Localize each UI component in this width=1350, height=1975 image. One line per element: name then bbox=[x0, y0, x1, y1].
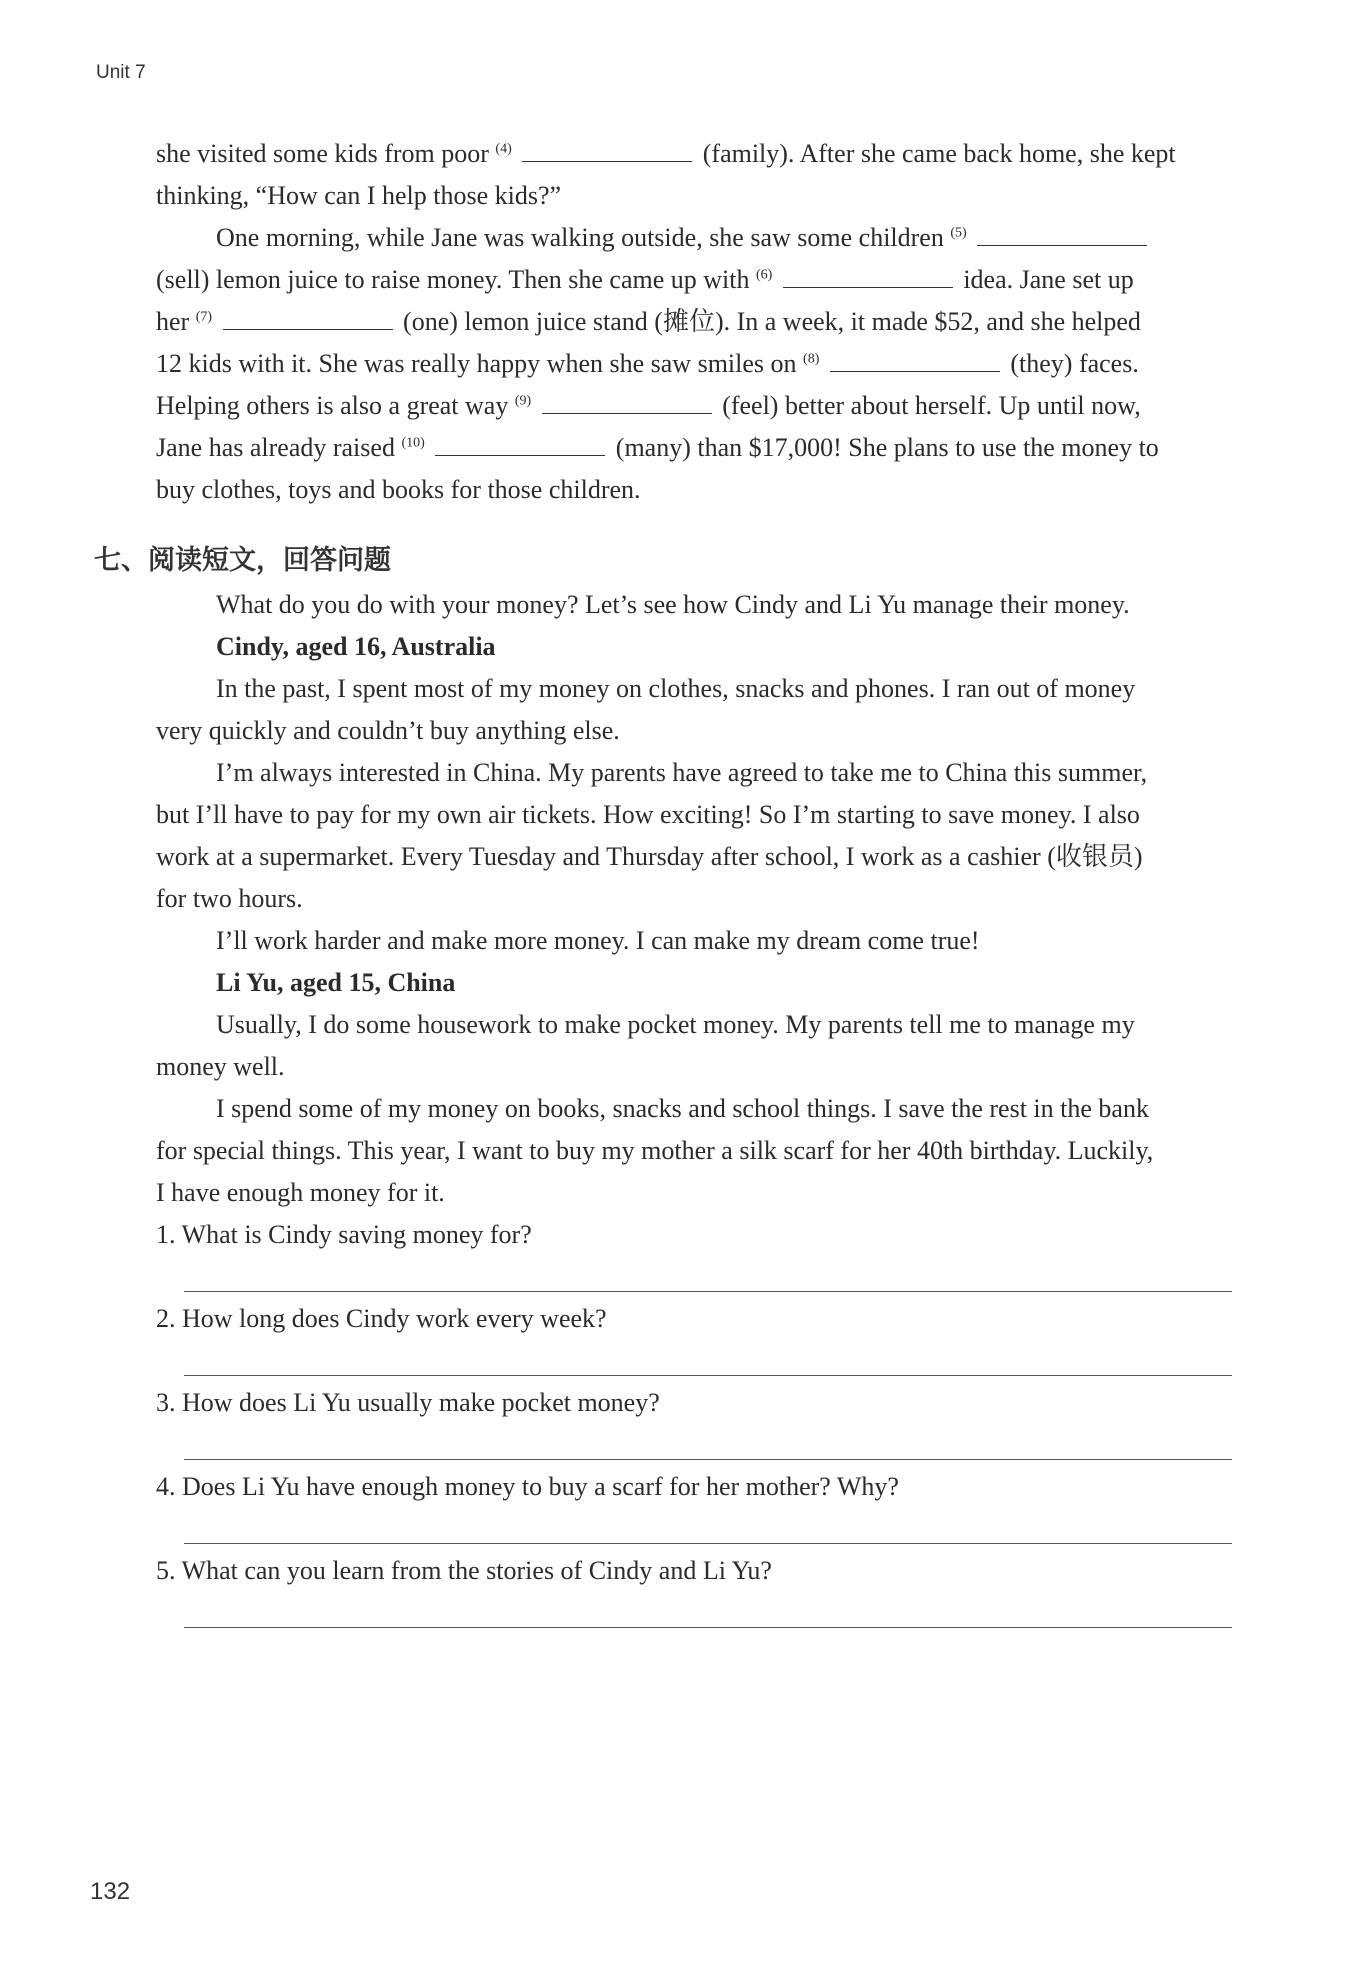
blank-number: (10) bbox=[401, 435, 425, 451]
passage-line bbox=[156, 138, 1176, 170]
answer-line[interactable] bbox=[184, 1627, 1232, 1628]
passage-line: for special things. This year, I want to buy my mother a silk scarf for her 40th birthday. Luckily, bbox=[156, 1136, 1154, 1165]
fill-blank[interactable] bbox=[783, 265, 953, 288]
question: 4. Does Li Yu have enough money to buy a scarf for her mother? Why? bbox=[156, 1472, 899, 1501]
fill-blank[interactable] bbox=[223, 307, 393, 330]
passage-line bbox=[156, 348, 1139, 380]
passage-line bbox=[156, 264, 1134, 296]
passage-line: very quickly and couldn’t buy anything else. bbox=[156, 716, 620, 745]
blank-number: (8) bbox=[803, 351, 820, 367]
question: 2. How long does Cindy work every week? bbox=[156, 1304, 607, 1333]
passage-text: One morning, while Jane was walking outside, she saw some children bbox=[216, 223, 944, 252]
passage-line: work at a supermarket. Every Tuesday and Thursday after school, I work as a cashier (收银员) bbox=[156, 842, 1143, 871]
passage-text: (many) than $17,000! She plans to use the money to bbox=[615, 433, 1159, 462]
passage-line bbox=[156, 474, 641, 506]
passage-text: Helping others is also a great way bbox=[156, 391, 509, 420]
answer-line[interactable] bbox=[184, 1543, 1232, 1544]
passage-line bbox=[156, 432, 1159, 464]
fill-blank[interactable] bbox=[830, 349, 1000, 372]
passage-line bbox=[216, 222, 1151, 254]
blank-number: (6) bbox=[756, 267, 773, 283]
fill-blank[interactable] bbox=[977, 223, 1147, 246]
passage-text: she visited some kids from poor bbox=[156, 139, 489, 168]
passage-text: her bbox=[156, 307, 190, 336]
blank-number: (7) bbox=[195, 309, 213, 325]
passage-text: (one) lemon juice stand (摊位). In a week, it made $52, and she helped bbox=[403, 307, 1141, 336]
passage-text: buy clothes, toys and books for those children. bbox=[156, 475, 641, 504]
passage-text: (sell) lemon juice to raise money. Then she came up with bbox=[156, 265, 750, 294]
passage-line: but I’ll have to pay for my own air tickets. How exciting! So I’m starting to save money. I also bbox=[156, 800, 1140, 829]
answer-line[interactable] bbox=[184, 1291, 1232, 1292]
liyu-heading: Li Yu, aged 15, China bbox=[216, 968, 456, 997]
unit-label: Unit 7 bbox=[96, 62, 146, 83]
answer-line[interactable] bbox=[184, 1459, 1232, 1460]
page-number: 132 bbox=[90, 1878, 131, 1905]
passage-line: for two hours. bbox=[156, 884, 303, 913]
fill-blank[interactable] bbox=[542, 391, 712, 414]
passage-line: I spend some of my money on books, snacks and school things. I save the rest in the bank bbox=[216, 1094, 1149, 1123]
blank-number: (4) bbox=[495, 141, 512, 157]
passage-line: I’ll work harder and make more money. I can make my dream come true! bbox=[216, 926, 980, 955]
passage-text: (they) faces. bbox=[1010, 349, 1139, 378]
passage-text: (feel) better about herself. Up until now, bbox=[722, 391, 1141, 420]
question: 3. How does Li Yu usually make pocket money? bbox=[156, 1388, 660, 1417]
passage-line: In the past, I spent most of my money on clothes, snacks and phones. I ran out of money bbox=[216, 674, 1136, 703]
passage-line: I’m always interested in China. My parents have agreed to take me to China this summer, bbox=[216, 758, 1148, 787]
passage-line bbox=[156, 180, 561, 212]
passage-line bbox=[156, 306, 1141, 338]
passage-line: What do you do with your money? Let’s see how Cindy and Li Yu manage their money. bbox=[216, 590, 1130, 619]
passage-line: money well. bbox=[156, 1052, 285, 1081]
question: 1. What is Cindy saving money for? bbox=[156, 1220, 532, 1249]
passage-text: idea. Jane set up bbox=[963, 265, 1134, 294]
blank-number: (5) bbox=[950, 225, 967, 241]
passage-line bbox=[156, 390, 1141, 422]
passage-text: Jane has already raised bbox=[156, 433, 395, 462]
question: 5. What can you learn from the stories of Cindy and Li Yu? bbox=[156, 1556, 772, 1585]
section-title: 七、阅读短文，回答问题 bbox=[94, 545, 391, 576]
blank-number: (9) bbox=[514, 393, 532, 409]
passage-line: Usually, I do some housework to make pocket money. My parents tell me to manage my bbox=[216, 1010, 1135, 1039]
cindy-heading: Cindy, aged 16, Australia bbox=[216, 632, 496, 661]
fill-blank[interactable] bbox=[435, 433, 605, 456]
passage-text: 12 kids with it. She was really happy when she saw smiles on bbox=[156, 349, 797, 378]
passage-text: (family). After she came back home, she kept bbox=[702, 139, 1176, 168]
answer-line[interactable] bbox=[184, 1375, 1232, 1376]
passage-line: I have enough money for it. bbox=[156, 1178, 445, 1207]
fill-blank[interactable] bbox=[522, 139, 692, 162]
passage-text: thinking, “How can I help those kids?” bbox=[156, 181, 562, 210]
